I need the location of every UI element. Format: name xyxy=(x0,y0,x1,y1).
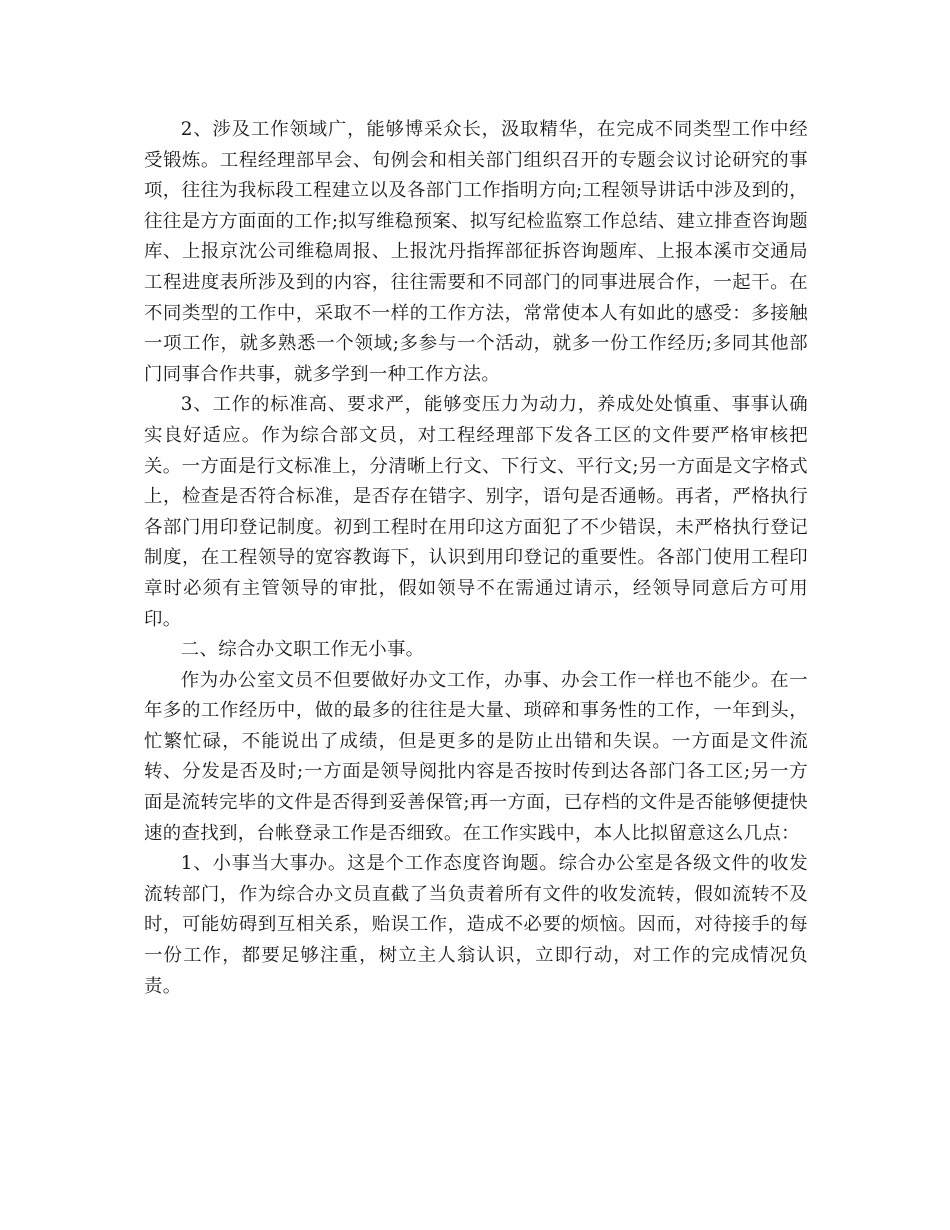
paragraph-office-clerk: 作为办公室文员不但要做好办文工作，办事、办会工作一样也不能少。在一年多的工作经历中，做的最多的往往是大量、琐碎和事务性的工作，一年到头，忙繁忙碌，不能说出了成绩，但是更多的是防止出错和失误。一方面是文件流转、分发是否及时;一方面是领导阅批内容是否按时传到达各部门各工区;另一方面是流转完毕的文件是否得到妥善保管;再一方面，已存档的文件是否能够便捷快速的查找到，台帐登录工作是否细致。在工作实践中，本人比拟留意这么几点： xyxy=(144,669,808,844)
paragraph-item-2-scope: 2、涉及工作领域广，能够博采众长，汲取精华，在完成不同类型工作中经受锻炼。工程经理部早会、旬例会和相关部门组织召开的专题会议讨论研究的事项，往往为我标段工程建立以及各部门工作指明方向;工程领导讲话中涉及到的，往往是方方面面的工作;拟写维稳预案、拟写纪检监察工作总结、建立排查咨询题库、上报京沈公司维稳周报、上报沈丹指挥部征拆咨询题库、上报本溪市交通局工程进度表所涉及到的内容，往往需要和不同部门的同事进展合作，一起干。在不同类型的工作中，采取不一样的工作方法，常常使本人有如此的感受：多接触一项工作，就多熟悉一个领域;多参与一个活动，就多一份工作经历;多同其他部门同事合作共事，就多学到一种工作方法。 xyxy=(144,119,808,385)
paragraph-item-1-small-matters: 1、小事当大事办。这是个工作态度咨询题。综合办公室是各级文件的收发流转部门，作为综合办文员直截了当负责着所有文件的收发流转，假如流转不及时，可能妨碍到互相关系，贻误工作，造成不必要的烦恼。因而，对待接手的每一份工作，都要足够注重，树立主人翁认识，立即行动，对工作的完成情况负责。 xyxy=(144,853,808,997)
section-heading-two: 二、综合办文职工作无小事。 xyxy=(180,639,425,661)
document-body xyxy=(144,115,808,1002)
paragraph-item-3-standards: 3、工作的标准高、要求严，能够变压力为动力，养成处处慎重、事事认确实良好适应。作为综合部文员，对工程经理部下发各工区的文件要严格审核把关。一方面是行文标准上，分清晰上行文、下行文、平行文;另一方面是文字格式上，检查是否符合标准，是否存在错字、别字，语句是否通畅。再者，严格执行各部门用印登记制度。初到工程时在用印这方面犯了不少错误，未严格执行登记制度，在工程领导的宽容教诲下，认识到用印登记的重要性。各部门使用工程印章时必须有主管领导的审批，假如领导不在需通过请示，经领导同意后方可用印。 xyxy=(144,394,808,630)
